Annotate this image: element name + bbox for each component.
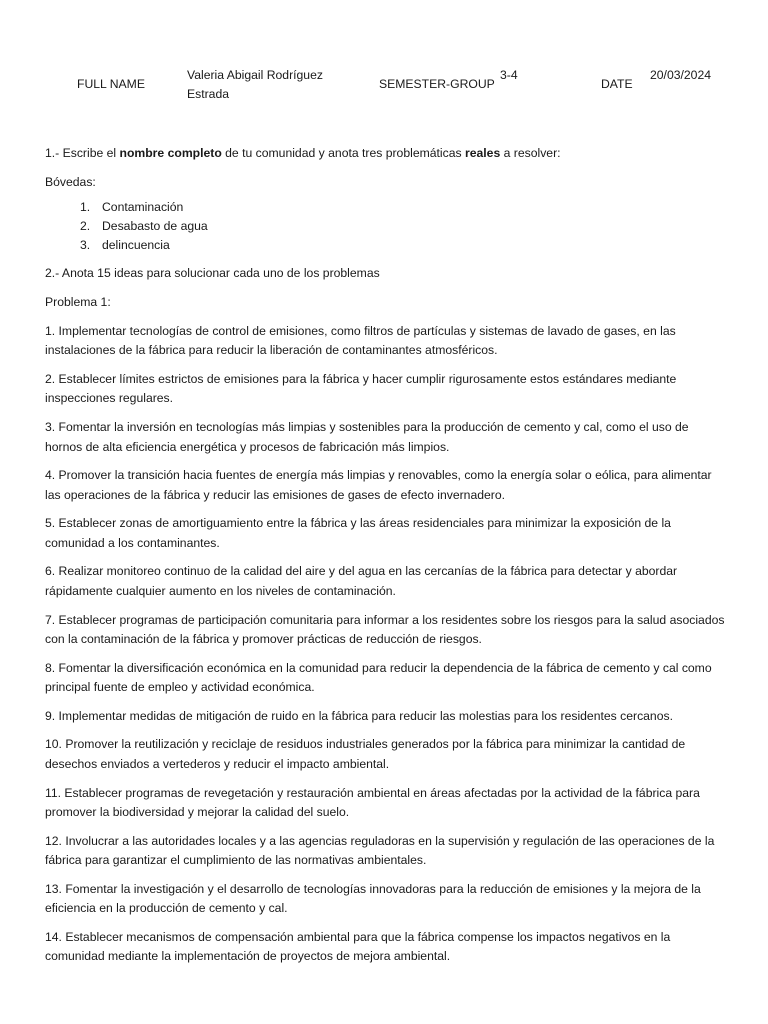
list-item	[45, 217, 725, 236]
date-label: DATE	[601, 77, 633, 91]
list-item	[45, 236, 725, 255]
question-1-suffix: a resolver:	[500, 146, 561, 160]
question-1-prefix: 1.- Escribe el	[45, 146, 120, 160]
idea-paragraph: 9. Implementar medidas de mitigación de ruido en la fábrica para reducir las molestias para los residentes cercanos.	[45, 708, 673, 723]
idea-paragraph: 3. Fomentar la inversión en tecnologías más limpias y sostenibles para la producción de cemento y cal, como el uso de hornos de alta eficiencia energética y procesos de fabricación más limpios.	[45, 420, 689, 454]
idea-paragraph: 8. Fomentar la diversificación económica en la comunidad para reducir la dependencia de la fábrica de cemento y cal como principal fuente de empleo y actividad económica.	[45, 660, 712, 695]
semester-group-value: 3-4	[500, 68, 518, 82]
list-item-text: Desabasto de agua	[102, 218, 208, 233]
idea-paragraph: 6. Realizar monitoreo continuo de la calidad del aire y del agua en las cercanías de la fábrica para detectar y abordar rápidamente cualquier aumento en los niveles de contaminación.	[45, 564, 678, 598]
idea-paragraph: 5. Establecer zonas de amortiguamiento entre la fábrica y las áreas residenciales para minimizar la exposición de la comunidad a los contaminantes.	[45, 516, 671, 550]
idea-paragraph: 14. Establecer mecanismos de compensación ambiental para que la fábrica compense los impactos negativos en la comunidad mediante la implementación de proyectos de mejora ambiental.	[45, 929, 671, 964]
list-item-text: Contaminación	[102, 200, 184, 214]
list-item	[45, 198, 725, 217]
problem-list	[45, 198, 725, 254]
list-item-number: 3.	[80, 237, 91, 252]
idea-paragraph: 13. Fomentar la investigación y el desarrollo de tecnologías innovadoras para la reducción de emisiones y la mejora de la eficiencia en la producción de cemento y cal.	[45, 881, 701, 916]
header-table	[0, 0, 768, 120]
idea-paragraph: 4. Promover la transición hacia fuentes de energía más limpias y renovables, como la energía solar o eólica, para alimentar las operaciones de la fábrica y reducir las emisiones de gases de efecto invernadero.	[45, 468, 712, 502]
date-value: 20/03/2024	[650, 68, 711, 82]
question-1	[45, 144, 725, 164]
question-1-bold-real: reales	[464, 146, 501, 160]
idea-paragraph: 11. Establecer programas de revegetación y restauración ambiental en áreas afectadas por la actividad de la fábrica para promover la biodiversidad y mejorar la calidad del suelo.	[45, 785, 700, 819]
idea-paragraph: 10. Promover la reutilización y reciclaje de residuos industriales generados por la fábrica para minimizar la cantidad de desechos enviados a vertederos y reducir el impacto ambiental.	[45, 737, 686, 771]
idea-paragraph: 7. Establecer programas de participación comunitaria para informar a los residentes sobre los riesgos para la salud asociados con la contaminación de la fábrica y promover prácticas de reducción de riesgos.	[45, 612, 725, 646]
community-name: Bóvedas:	[45, 175, 96, 189]
idea-paragraph: 2. Establecer límites estrictos de emisiones para la fábrica y hacer cumplir rigurosamente estos estándares mediante inspecciones regulares.	[45, 372, 677, 406]
idea-paragraph: 12. Involucrar a las autoridades locales y a las agencias reguladoras en la supervisión y regulación de las operaciones de la fábrica para garantizar el cumplimiento de las normativas ambientales.	[45, 833, 715, 868]
semester-group-label: SEMESTER-GROUP	[379, 77, 495, 91]
question-1-middle: de tu comunidad y anota tres problemáticas	[221, 146, 465, 160]
list-item-number: 1.	[80, 200, 91, 214]
full-name-label: FULL NAME	[77, 77, 145, 91]
problem-heading: Problema 1:	[45, 294, 111, 309]
list-item-number: 2.	[80, 218, 91, 233]
full-name-value: Valeria Abigail Rodríguez Estrada	[187, 68, 323, 101]
idea-paragraph: 1. Implementar tecnologías de control de emisiones, como filtros de partículas y sistemas de lavado de gases, en las instalaciones de la fábrica para reducir la liberación de contaminantes atmosféricos.	[45, 323, 676, 358]
document-body	[45, 144, 725, 976]
list-item-text: delincuencia	[102, 237, 170, 252]
question-1-bold-full-name: nombre completo	[119, 146, 222, 160]
question-2: 2.- Anota 15 ideas para solucionar cada uno de los problemas	[45, 265, 380, 280]
